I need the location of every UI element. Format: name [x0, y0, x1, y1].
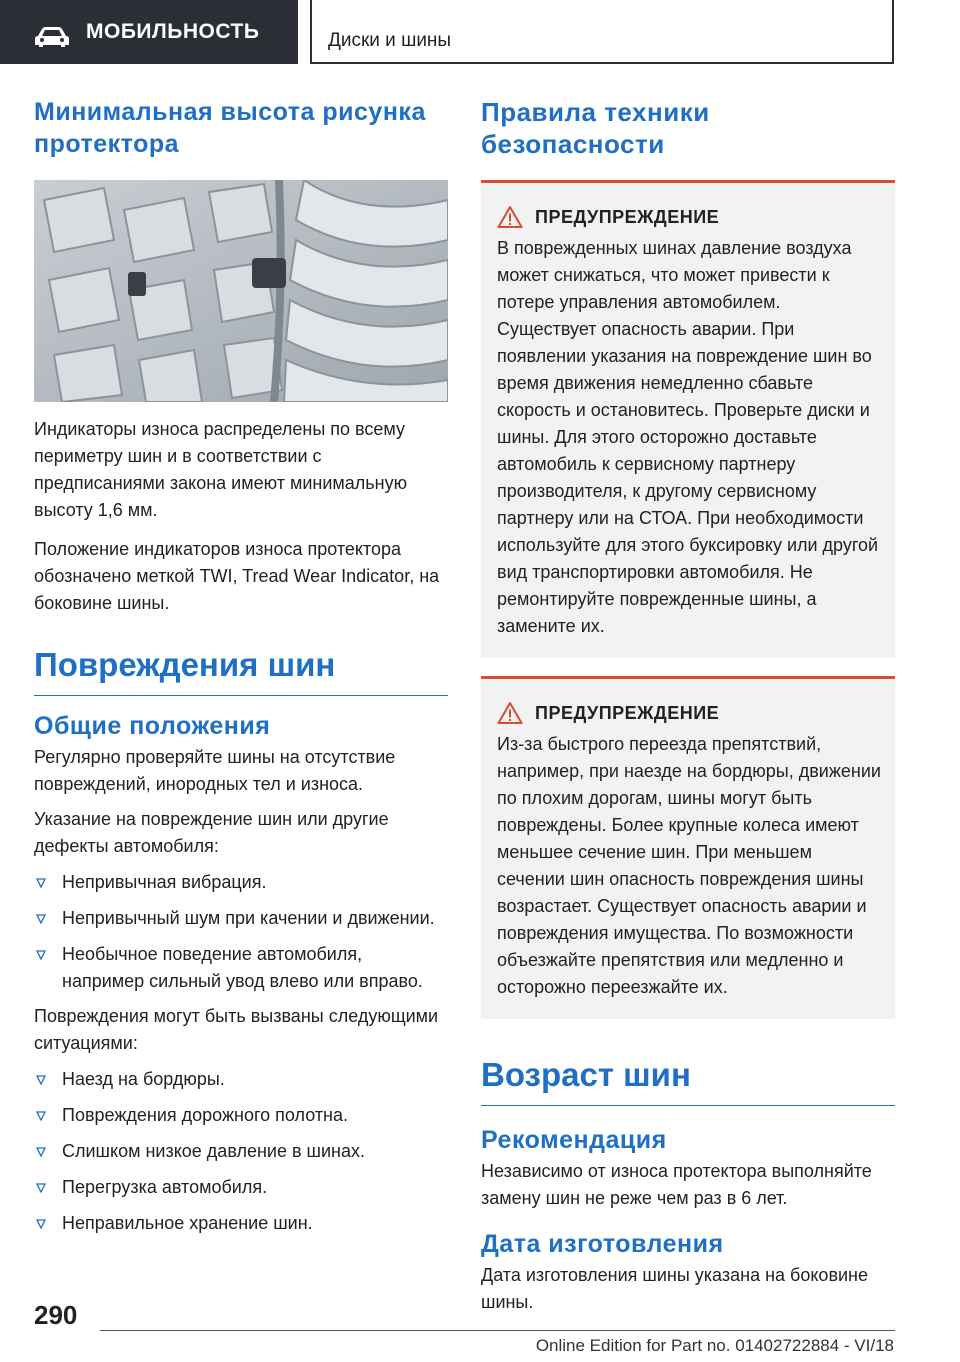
- list-item: Необычное поведение автомобиля, например сильный увод влево или вправо.: [34, 941, 448, 995]
- warning-label: ПРЕДУПРЕЖДЕНИЕ: [535, 702, 720, 723]
- triangle-bullet-icon: [36, 1183, 46, 1193]
- left-column: [34, 96, 448, 1237]
- list-item: Неправильное хранение шин.: [34, 1210, 448, 1237]
- warning-title: [497, 205, 881, 229]
- tread-heading: Минимальная высота рисунка протектора: [34, 98, 426, 158]
- list-item: Перегрузка автомобиля.: [34, 1174, 448, 1201]
- list-item: Наезд на бордюры.: [34, 1066, 448, 1093]
- recommendation-text: Независимо от износа протектора выполняйте замену шин не реже чем раз в 6 лет.: [481, 1161, 872, 1208]
- triangle-bullet-icon: [36, 1111, 46, 1121]
- tread-text-2: Положение индикаторов износа протектора обозначено меткой TWI, Tread Wear Indicator, на боковине шины.: [34, 539, 440, 613]
- damage-heading: Повреждения шин: [34, 645, 448, 696]
- triangle-bullet-icon: [36, 1147, 46, 1157]
- list-item: Непривычная вибрация.: [34, 869, 448, 896]
- warning-text: Из-за быстрого переезда препятствий, например, при наезде на бордюры, движении по плохим дорогам, шины могут быть повреждены. Более крупные колеса имеют меньшее сечение шин. При меньшем сечении шин опасность повреждения шины возрастает. Существует опасность аварии и повреждения имущества. По возможности объезжайте препятствия или медленно и осторожно переезжайте их.: [497, 734, 881, 997]
- tread-text-1: Индикаторы износа распределены по всему периметру шин и в соответствии с предписаниями закона имеют минимальную высоту 1,6 мм.: [34, 419, 408, 520]
- section-title: МОБИЛЬНОСТЬ: [86, 20, 260, 43]
- chapter-title: Диски и шины: [328, 30, 452, 51]
- causes-list: [34, 1066, 448, 1237]
- warning-text: В поврежденных шинах давление воздуха может снижаться, что может привести к потере управления автомобилем. Существует опасность аварии. При появлении указания на повреждение шин во время движения немедленно сбавьте скорость и остановитесь. Проверьте диски и шины. Для этого осторожно доставьте автомобиль к сервисному партнеру производителя, к другому сервисному партнеру или на СТОА. При необходимости используйте для этого буксировку или другой вид транспортировки автомобиля. Не ремонтируйте поврежденные шины, а замените их.: [497, 238, 879, 636]
- car-icon: [34, 26, 70, 48]
- page-header: [0, 0, 960, 66]
- manufacture-date-text: Дата изготовления шины указана на боковине шины.: [481, 1265, 869, 1312]
- triangle-bullet-icon: [36, 1075, 46, 1085]
- footer-divider: [100, 1330, 895, 1331]
- triangle-bullet-icon: [36, 878, 46, 888]
- warning-box: [481, 180, 895, 658]
- chapter-tab: [310, 0, 894, 64]
- tire-tread-photo: [34, 180, 448, 402]
- general-text-1: Регулярно проверяйте шины на отсутствие повреждений, инородных тел и износа.: [34, 747, 396, 794]
- warning-triangle-icon: [497, 701, 523, 725]
- recommendation-heading: Рекомендация: [481, 1126, 667, 1154]
- safety-heading: Правила техники безопасности: [481, 97, 710, 159]
- general-text-2: Указание на повреждение шин или другие дефекты автомобиля:: [34, 809, 389, 856]
- section-tab: [0, 0, 298, 64]
- causes-intro: Повреждения могут быть вызваны следующими ситуациями:: [34, 1006, 439, 1053]
- edition-note: Online Edition for Part no. 01402722884 - VI/18: [535, 1336, 894, 1355]
- warning-label: ПРЕДУПРЕЖДЕНИЕ: [535, 206, 720, 227]
- age-heading: Возраст шин: [481, 1055, 895, 1106]
- warning-triangle-icon: [497, 205, 523, 229]
- triangle-bullet-icon: [36, 914, 46, 924]
- warning-box: [481, 676, 895, 1019]
- list-item: Непривычный шум при качении и движении.: [34, 905, 448, 932]
- list-item: Слишком низкое давление в шинах.: [34, 1138, 448, 1165]
- list-item: Повреждения дорожного полотна.: [34, 1102, 448, 1129]
- page-number: 290: [34, 1300, 78, 1330]
- general-heading: Общие положения: [34, 712, 271, 740]
- triangle-bullet-icon: [36, 1219, 46, 1229]
- right-column: [481, 96, 895, 1316]
- triangle-bullet-icon: [36, 950, 46, 960]
- warning-title: [497, 701, 881, 725]
- signs-list: [34, 869, 448, 995]
- manufacture-date-heading: Дата изготовления: [481, 1230, 724, 1258]
